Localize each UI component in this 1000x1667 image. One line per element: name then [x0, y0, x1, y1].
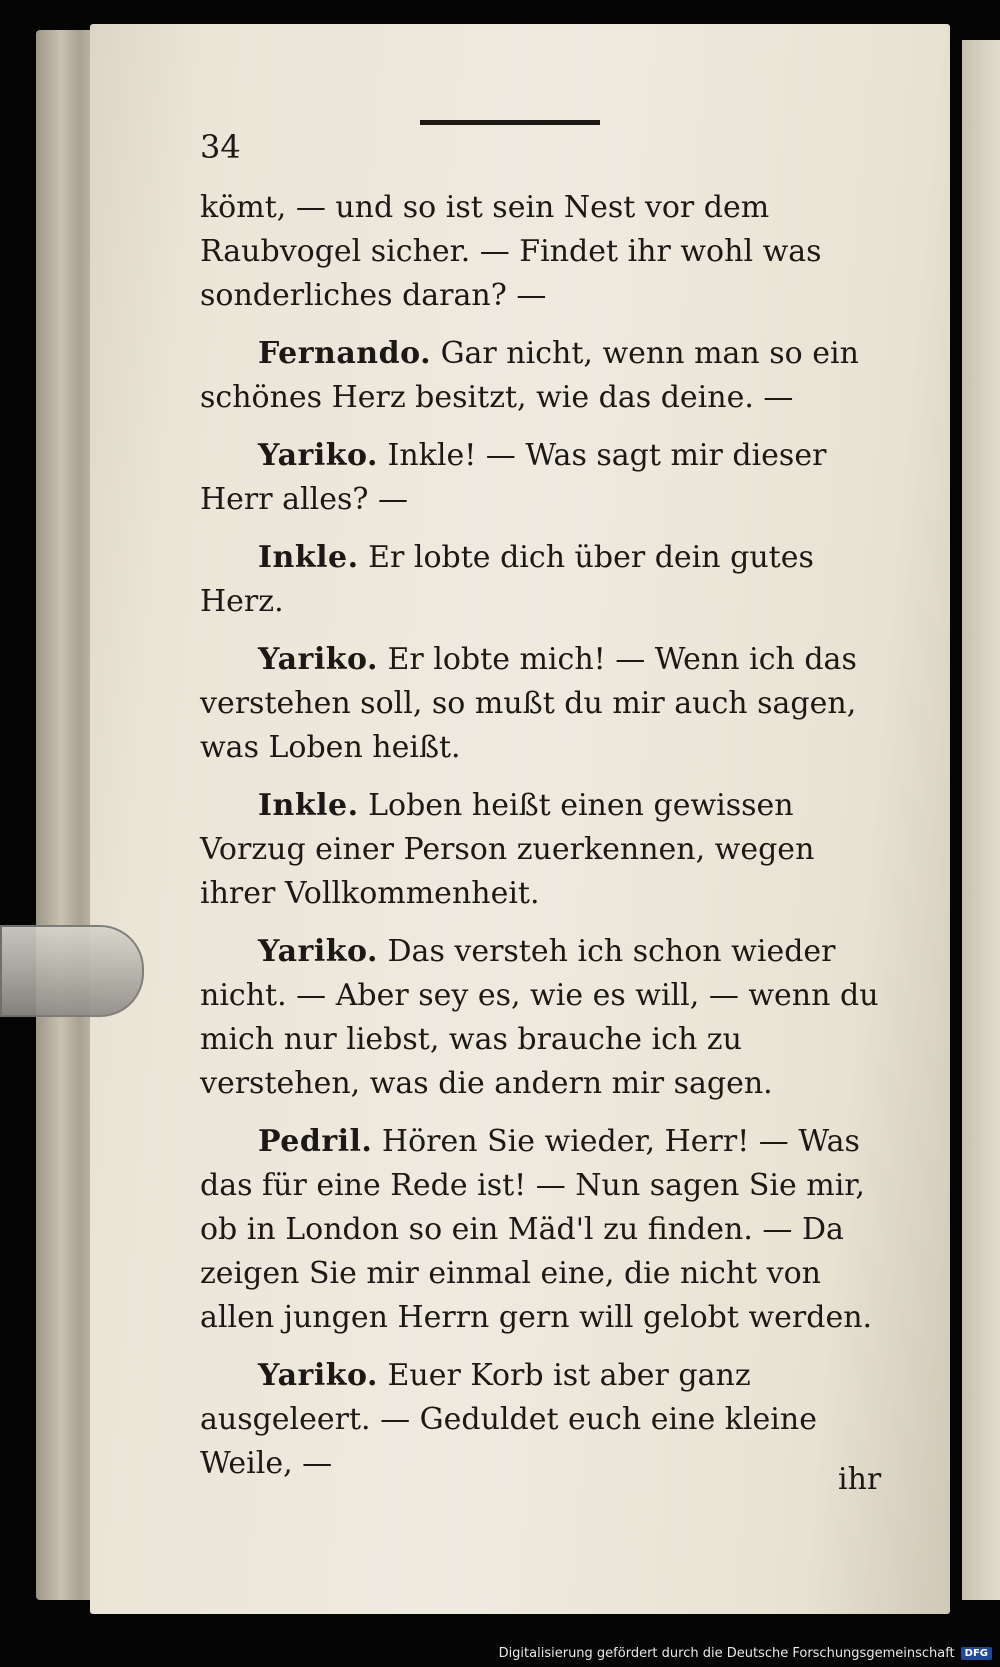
dialogue-text: Loben heißt einen gewissen Vorzug einer Person zuerkennen, wegen ihrer Vollkommenheit.: [200, 788, 815, 911]
footer-text: Digitalisierung gefördert durch die Deutsche Forschungsgemeinschaft: [498, 1646, 955, 1661]
paragraph: kömt, — und so ist sein Nest vor dem Raubvogel sicher. — Findet ihr wohl was sonderliches daran? —: [200, 190, 822, 313]
paragraph: [200, 434, 890, 522]
paragraph: [200, 638, 890, 770]
paragraph: [200, 784, 890, 916]
facing-page-edge: [962, 40, 1000, 1600]
dialogue-text: Inkle! — Was sagt mir dieser Herr alles? —: [200, 438, 827, 517]
speaker-name: Yariko.: [258, 934, 378, 969]
dialogue-text: Hören Sie wieder, Herr! — Was das für eine Rede ist! — Nun sagen Sie mir, ob in London so ein Mäd'l zu finden. — Da zeigen Sie mir einmal eine, die nicht von allen jungen Herrn gern will gelobt werden.: [200, 1124, 873, 1335]
dialogue-text: Gar nicht, wenn man so ein schönes Herz besitzt, wie das deine. —: [200, 336, 859, 415]
speaker-name: Yariko.: [258, 642, 378, 677]
header-rule: [420, 120, 600, 125]
page-clip: [0, 925, 144, 1017]
paragraph: [200, 332, 890, 420]
text-block: [200, 186, 890, 1500]
dfg-logo: DFG: [961, 1647, 992, 1660]
paragraph: [200, 1354, 890, 1486]
dialogue-text: Er lobte mich! — Wenn ich das verstehen soll, so mußt du mir auch sagen, was Loben heißt.: [200, 642, 857, 765]
footer: [499, 1646, 992, 1661]
speaker-name: Yariko.: [258, 1358, 378, 1393]
speaker-name: Inkle.: [258, 788, 359, 823]
page-number: 34: [200, 128, 241, 166]
catchword: ihr: [838, 1462, 882, 1497]
paragraph: [200, 930, 890, 1106]
dialogue-text: Euer Korb ist aber ganz ausgeleert. — Geduldet euch eine kleine Weile, —: [200, 1358, 817, 1481]
speaker-name: Inkle.: [258, 540, 359, 575]
paragraph: [200, 536, 890, 624]
speaker-name: Yariko.: [258, 438, 378, 473]
speaker-name: Fernando.: [258, 336, 432, 371]
dialogue-text: Das versteh ich schon wieder nicht. — Aber sey es, wie es will, — wenn du mich nur liebst, was brauche ich zu verstehen, was die andern mir sagen.: [200, 934, 879, 1101]
dialogue-text: Er lobte dich über dein gutes Herz.: [200, 540, 814, 619]
paragraph: [200, 1120, 890, 1340]
speaker-name: Pedril.: [258, 1124, 373, 1159]
